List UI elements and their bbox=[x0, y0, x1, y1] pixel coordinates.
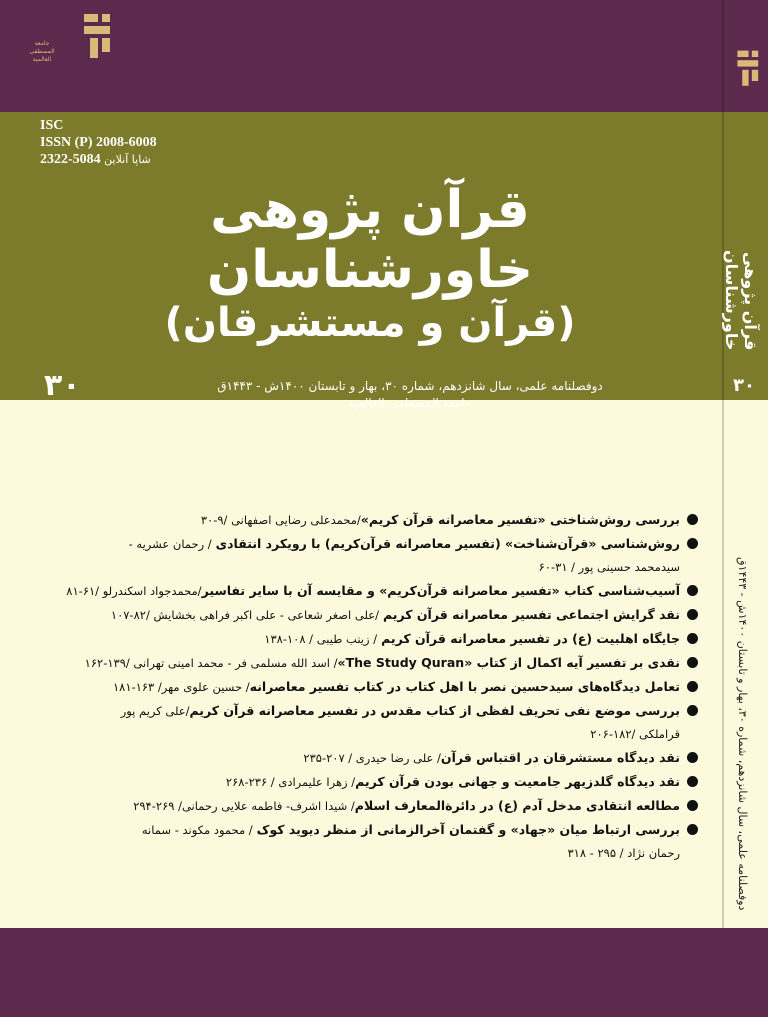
toc-item bbox=[60, 532, 700, 579]
table-of-contents bbox=[60, 508, 700, 865]
issue-number: ۳۰ bbox=[44, 368, 81, 403]
article-authors: /علی کریم پور bbox=[120, 704, 190, 718]
bullet-icon bbox=[687, 538, 698, 549]
article-title: مطالعه انتقادی مدخل آدم (ع) در دائرةالمعارف اسلام bbox=[354, 798, 680, 813]
bullet-icon bbox=[687, 657, 698, 668]
article-authors: / شیدا اشرف- فاطمه علایی رحمانی/ ۲۶۹-۲۹۴ bbox=[133, 799, 355, 813]
article-authors: / اسد الله مسلمی فر - محمد امینی تهرانی /۱۳۹-۱۶۲ bbox=[84, 656, 338, 670]
bullet-icon bbox=[687, 585, 698, 596]
publisher-line: جامعة المصطفی العالمیة bbox=[347, 396, 473, 410]
article-authors-cont: سیدمحمد حسینی پور / ۳۱-۶۰ bbox=[538, 560, 680, 574]
article-authors: / زینب طیبی / ۱۰۸-۱۳۸ bbox=[264, 632, 378, 646]
article-authors: / زهرا علیمرادی / ۲۳۶-۲۶۸ bbox=[225, 775, 356, 789]
article-title: نقد دیدگاه مستشرقان در اقتباس قرآن bbox=[440, 750, 680, 765]
publisher-logo-text: جامعة المصطفی العالمیة bbox=[29, 40, 55, 63]
article-authors: / رحمان عشریه - bbox=[128, 537, 212, 551]
bullet-icon bbox=[687, 514, 698, 525]
article-authors: /محمدعلی رضایی اصفهانی /۹-۳۰ bbox=[200, 513, 361, 527]
spine-issue-number: ۳۰ bbox=[733, 375, 755, 396]
spine-info: دوفصلنامه علمی، سال شانزدهم، شماره ۳۰، بهار و تابستان ۱۴۰۰ش - ۱۴۴۳ق bbox=[736, 556, 749, 910]
article-authors: /علی اصغر شعاعی - علی اکبر فراهی بخشایش /۸۲-۱۰۷ bbox=[110, 608, 379, 622]
article-title: آسیب‌شناسی کتاب «تفسیر معاصرانه قرآن‌کریم» و مقایسه آن با سایر تفاسیر bbox=[201, 583, 680, 598]
toc-item bbox=[60, 818, 700, 865]
article-authors: / حسین علوی مهر/ ۱۶۳-۱۸۱ bbox=[113, 680, 250, 694]
article-title: نقد گرایش اجتماعی تفسیر معاصرانه قرآن کریم bbox=[382, 607, 680, 622]
toc-item bbox=[60, 651, 700, 675]
article-title: نقدی بر تفسیر آیه اکمال از کتاب «The Study Quran» bbox=[337, 655, 680, 670]
article-title: بررسی روش‌شناختی «تفسیر معاصرانه قرآن کریم» bbox=[360, 512, 680, 527]
toc-item bbox=[60, 770, 700, 794]
article-authors: / علی رضا حیدری / ۲۰۷-۲۳۵ bbox=[303, 751, 441, 765]
spine-divider bbox=[722, 0, 724, 928]
bullet-icon bbox=[687, 609, 698, 620]
article-title: بررسی ارتباط میان «جهاد» و گفتمان آخرالزمانی از منظر دیوید کوک bbox=[256, 822, 680, 837]
article-title: جایگاه اهلبیت (ع) در تفسیر معاصرانه قرآن کریم bbox=[381, 631, 680, 646]
toc-item bbox=[60, 675, 700, 699]
bottom-band bbox=[0, 928, 768, 1017]
article-title: روش‌شناسی «قرآن‌شناخت» (تفسیر معاصرانه قرآن‌کریم) با رویکرد انتقادی bbox=[215, 536, 680, 551]
publisher-logo-icon bbox=[84, 14, 118, 60]
journal-subtitle: (قرآن و مستشرقان) bbox=[164, 300, 576, 346]
article-authors: /محمدجواد اسکندرلو /۶۱-۸۱ bbox=[66, 584, 202, 598]
bullet-icon bbox=[687, 800, 698, 811]
toc-item bbox=[60, 579, 700, 603]
journal-title: قرآن پژوهی خاورشناسان bbox=[206, 180, 534, 300]
article-authors: / محمود مکوند - سمانه bbox=[141, 823, 253, 837]
bullet-icon bbox=[687, 681, 698, 692]
toc-item bbox=[60, 603, 700, 627]
issn-print: ISSN (P) 2008-6008 bbox=[40, 135, 157, 150]
spine-logo-icon bbox=[737, 51, 764, 88]
bullet-icon bbox=[687, 752, 698, 763]
bullet-icon bbox=[687, 824, 698, 835]
article-title: بررسی موضع نفی تحریف لفظی از کتاب مقدس در تفسیر معاصرانه قرآن کریم bbox=[189, 703, 680, 718]
bullet-icon bbox=[687, 705, 698, 716]
issn-block bbox=[40, 117, 157, 168]
issn-online: 2322-5084 bbox=[40, 152, 101, 167]
isc-label: ISC bbox=[40, 118, 64, 133]
bullet-icon bbox=[687, 776, 698, 787]
spine-title: قرآن پژوهی خاورشناسان bbox=[722, 249, 760, 350]
bullet-icon bbox=[687, 633, 698, 644]
toc-item bbox=[60, 508, 700, 532]
issn-online-label: شاپا آنلاین bbox=[104, 153, 151, 166]
toc-item bbox=[60, 699, 700, 746]
article-authors-cont: قراملکی /۱۸۲-۲۰۶ bbox=[590, 727, 680, 741]
article-authors-cont: رحمان نژاد / ۲۹۵ - ۳۱۸ bbox=[567, 846, 680, 860]
toc-item bbox=[60, 627, 700, 651]
issue-info-line: دوفصلنامه علمی، سال شانزدهم، شماره ۳۰، بهار و تابستان ۱۴۰۰ش - ۱۴۴۳ق bbox=[217, 379, 603, 393]
issue-info bbox=[150, 378, 670, 412]
toc-item bbox=[60, 794, 700, 818]
article-title: نقد دیدگاه گلدزیهر جامعیت و جهانی بودن قرآن کریم bbox=[355, 774, 680, 789]
article-title: تعامل دیدگاه‌های سیدحسین نصر با اهل کتاب در کتاب تفسیر معاصرانه bbox=[249, 679, 680, 694]
toc-item bbox=[60, 746, 700, 770]
